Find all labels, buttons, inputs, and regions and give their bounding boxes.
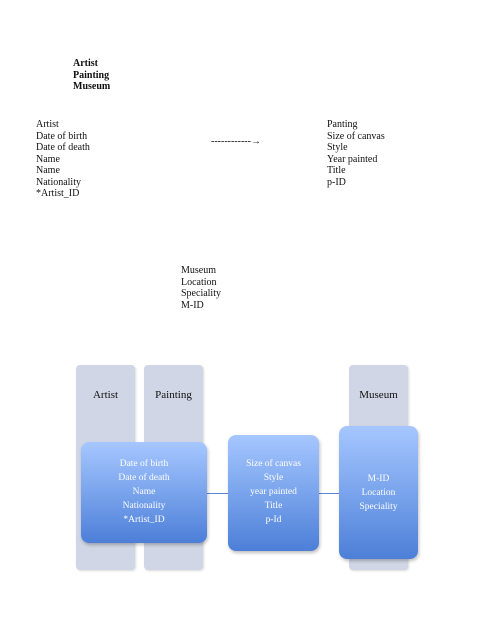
painting-attribute-list <box>327 119 385 188</box>
museum-attribute-list <box>181 265 221 311</box>
artist-list-item: Nationality <box>36 176 81 188</box>
painting-list-item: Panting <box>327 119 358 130</box>
museum-list-item: Speciality <box>181 288 221 299</box>
museum-list-item: Museum <box>181 265 216 276</box>
connector-artist-painting <box>207 493 228 494</box>
artist-card-item: Date of death <box>118 473 170 483</box>
painting-list-item: Style <box>327 142 348 153</box>
painting-card-item: Title <box>264 501 283 511</box>
artist-column-title: Artist <box>92 389 119 401</box>
painting-card-item: Size of canvas <box>246 459 301 469</box>
artist-list-item: Date of birth <box>36 130 88 142</box>
header-list <box>73 58 110 93</box>
artist-card-item: *Artist_ID <box>123 515 165 525</box>
artist-attributes-card <box>81 442 207 543</box>
museum-attributes-card <box>339 426 418 559</box>
header-item-painting: Painting <box>73 69 110 81</box>
painting-list-item: Year painted <box>327 153 378 165</box>
museum-card-item: Speciality <box>359 502 398 512</box>
header-item-artist: Artist <box>73 58 98 69</box>
museum-list-item: Location <box>181 276 217 288</box>
artist-attribute-list <box>36 119 90 200</box>
artist-card-item: Date of birth <box>119 459 169 469</box>
painting-card-item: Style <box>263 473 284 483</box>
artist-card-item: Nationality <box>122 501 166 511</box>
artist-list-item: *Artist_ID <box>36 188 80 199</box>
artist-list-item: Name <box>36 165 60 176</box>
connector-painting-museum <box>319 493 339 494</box>
painting-attributes-card <box>228 435 319 551</box>
header-item-museum: Museum <box>73 81 111 92</box>
painting-list-item: p-ID <box>327 176 346 188</box>
museum-list-item: M-ID <box>181 299 204 311</box>
museum-card-item: M-ID <box>367 474 390 484</box>
artist-card-item: Name <box>132 487 156 497</box>
painting-card-item: year painted <box>250 487 297 497</box>
dashed-arrow: ------------→ <box>211 136 261 147</box>
museum-card-item: Location <box>361 488 396 498</box>
artist-list-item: Artist <box>36 119 59 130</box>
artist-list-item: Date of death <box>36 142 90 153</box>
painting-list-item: Size of canvas <box>327 130 385 142</box>
artist-list-item: Name <box>36 153 60 165</box>
painting-card-item: p-Id <box>265 515 282 525</box>
painting-column-title: Painting <box>155 389 192 401</box>
museum-column-title: Museum <box>359 389 398 401</box>
painting-list-item: Title <box>327 165 346 176</box>
